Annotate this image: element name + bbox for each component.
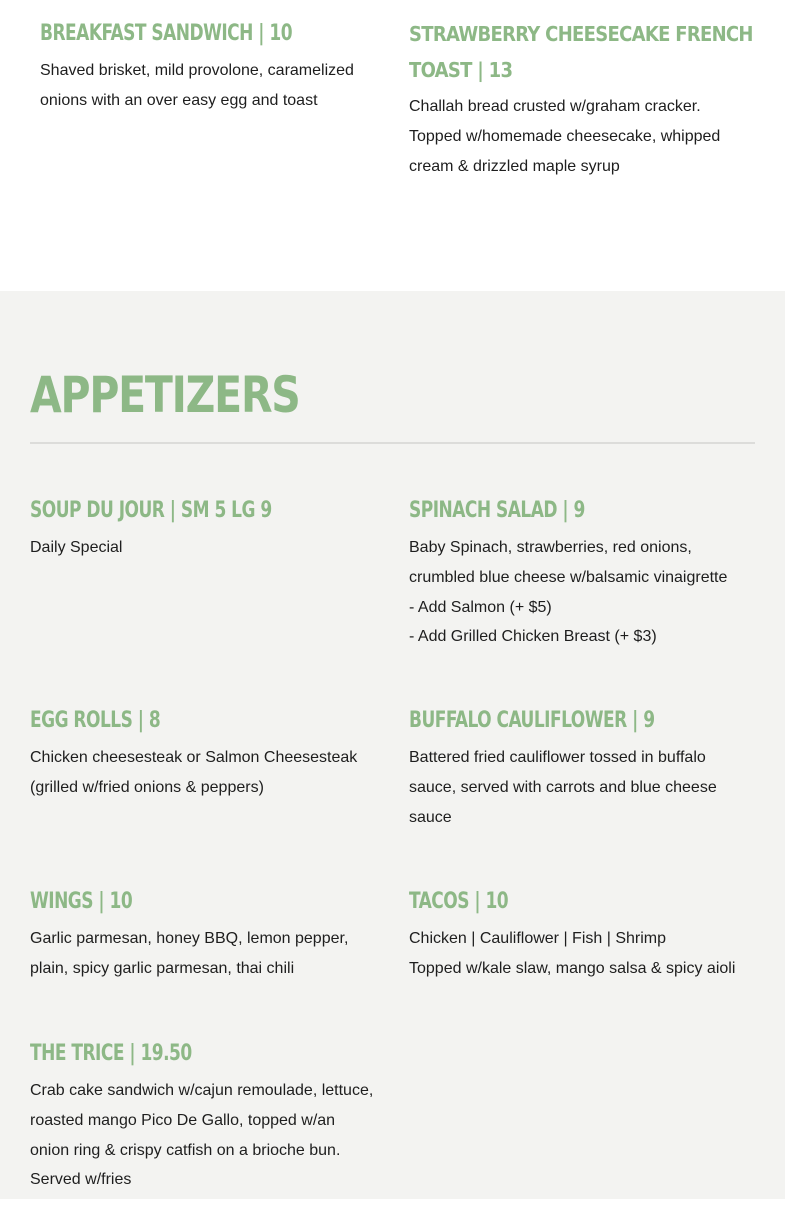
menu-item-wings <box>30 884 380 984</box>
menu-item-breakfast-sandwich <box>40 16 370 116</box>
description-line: sauce <box>409 808 452 826</box>
menu-item-strawberry-cheesecake-french-toast <box>409 16 754 181</box>
menu-item-egg-rolls <box>30 703 380 803</box>
menu-item-title: TACOS | 10 <box>409 889 509 914</box>
menu-item-title: SOUP DU JOUR | SM 5 LG 9 <box>30 498 272 523</box>
description-line: - Add Grilled Chicken Breast (+ $3) <box>409 628 657 646</box>
menu-item-title: EGG ROLLS | 8 <box>30 708 161 733</box>
page-bottom-edge <box>0 1199 785 1212</box>
description-line: roasted mango Pico De Gallo, topped w/an <box>30 1111 336 1129</box>
description-line: plain, spicy garlic parmesan, thai chili <box>30 959 295 977</box>
description-line: cream & drizzled maple syrup <box>409 157 620 175</box>
description-line: Topped w/homemade cheesecake, whipped <box>409 127 721 145</box>
description-line: Baby Spinach, strawberries, red onions, <box>409 539 692 556</box>
description-line: (grilled w/fried onions & peppers) <box>30 778 264 796</box>
menu-item-soup-du-jour <box>30 493 380 563</box>
section-heading-appetizers: APPETIZERS <box>30 366 300 424</box>
description-line: - Add Salmon (+ $5) <box>409 598 552 616</box>
description-line: Shaved brisket, mild provolone, caramelized <box>40 62 354 79</box>
menu-item-the-trice <box>30 1036 390 1195</box>
menu-item-spinach-salad <box>409 493 754 652</box>
description-line: sauce, served with carrots and blue cheese <box>409 778 717 796</box>
description-line: Garlic parmesan, honey BBQ, lemon pepper, <box>30 930 349 947</box>
description-line: Topped w/kale slaw, mango salsa & spicy aioli <box>409 959 736 977</box>
menu-item-tacos <box>409 884 769 984</box>
description-line: Battered fried cauliflower tossed in buffalo <box>409 749 706 766</box>
section-divider <box>30 442 755 444</box>
menu-item-description <box>40 56 370 116</box>
description-line: Crab cake sandwich w/cajun remoulade, lettuce, <box>30 1082 374 1099</box>
breakfast-section <box>0 0 785 291</box>
menu-item-title: BUFFALO CAULIFLOWER | 9 <box>409 708 655 733</box>
menu-item-description <box>30 1076 390 1195</box>
menu-item-description <box>30 924 380 984</box>
menu-item-title: THE TRICE | 19.50 <box>30 1041 192 1066</box>
menu-item-title: STRAWBERRY CHEESECAKE FRENCH TOAST | 13 <box>409 22 753 82</box>
description-line: Chicken | Cauliflower | Fish | Shrimp <box>409 930 666 947</box>
description-line: onions with an over easy egg and toast <box>40 91 318 109</box>
menu-item-description <box>409 533 754 652</box>
menu-item-title: WINGS | 10 <box>30 889 133 914</box>
menu-item-title: BREAKFAST SANDWICH | 10 <box>40 21 293 46</box>
description-line: crumbled blue cheese w/balsamic vinaigrette <box>409 568 728 586</box>
description-line: Daily Special <box>30 539 123 556</box>
menu-item-description <box>409 743 754 832</box>
menu-item-title: SPINACH SALAD | 9 <box>409 498 585 523</box>
description-line: Served w/fries <box>30 1171 132 1189</box>
menu-item-buffalo-cauliflower <box>409 703 754 832</box>
description-line: onion ring & crispy catfish on a brioche bun. <box>30 1141 341 1159</box>
menu-item-description <box>30 533 380 563</box>
menu-item-description <box>30 743 380 803</box>
description-line: Challah bread crusted w/graham cracker. <box>409 98 701 115</box>
description-line: Chicken cheesesteak or Salmon Cheesesteak <box>30 749 358 766</box>
menu-item-description <box>409 924 769 984</box>
menu-item-description <box>409 92 754 181</box>
